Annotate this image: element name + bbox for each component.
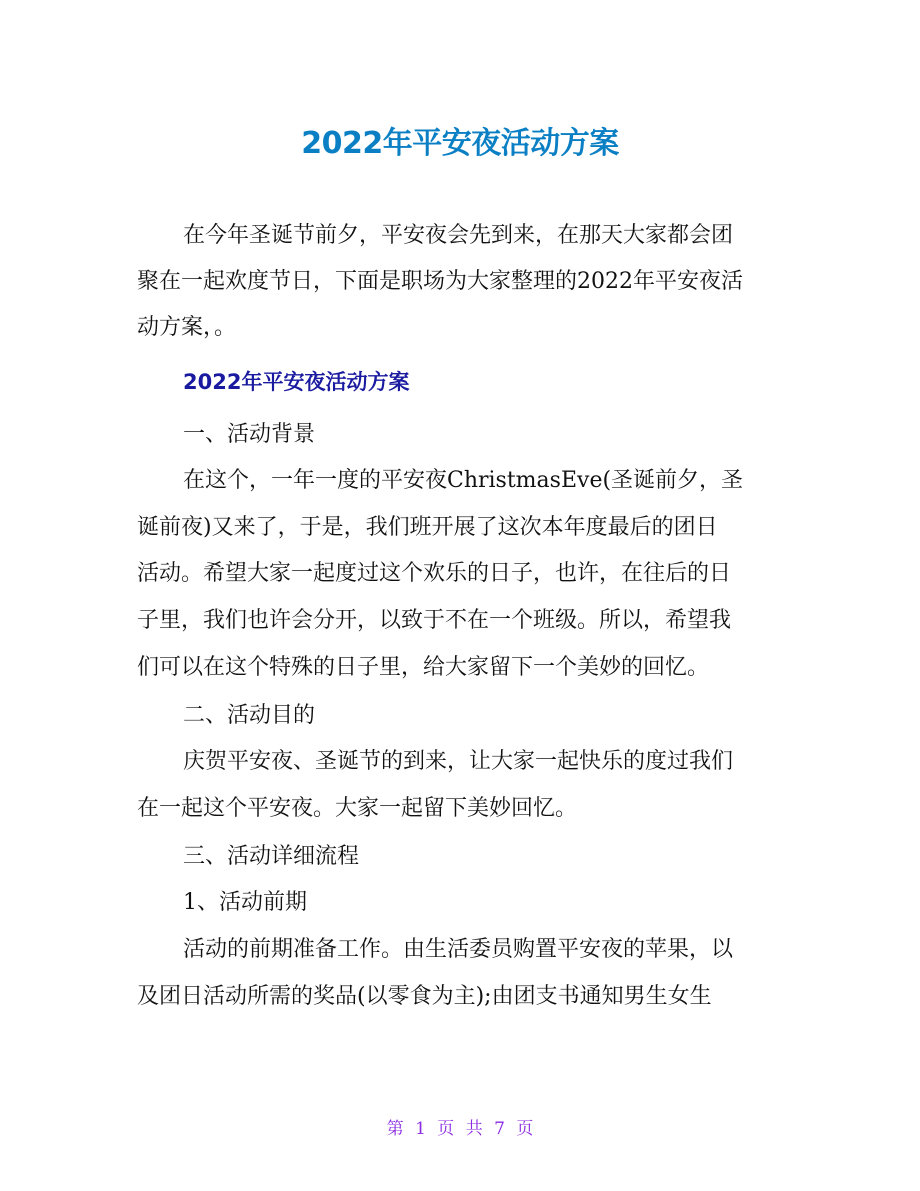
heading-background: 一、活动背景 xyxy=(183,422,316,447)
body-line: 诞前夜)又来了，于是，我们班开展了这次本年度最后的团日 xyxy=(137,515,718,540)
intro-line: 聚在一起欢度节日，下面是职场为大家整理的2022年平安夜活 xyxy=(137,269,743,294)
body-line: 及团日活动所需的奖品(以零食为主);由团支书通知男生女生 xyxy=(137,984,712,1009)
intro-line: 在今年圣诞节前夕，平安夜会先到来，在那天大家都会团 xyxy=(183,223,734,248)
body-line: 们可以在这个特殊的日子里，给大家留下一个美妙的回忆。 xyxy=(137,655,710,680)
heading-process: 三、活动详细流程 xyxy=(183,844,360,869)
section-title: 2022年平安夜活动方案 xyxy=(183,370,410,394)
page-footer: 第 1 页 共 7 页 xyxy=(386,1119,534,1139)
heading-purpose: 二、活动目的 xyxy=(183,703,316,728)
body-line: 子里，我们也许会分开，以致于不在一个班级。所以，希望我 xyxy=(137,608,732,633)
document-title: 2022年平安夜活动方案 xyxy=(301,126,619,161)
body-line: 活动。希望大家一起度过这个欢乐的日子，也许，在往后的日 xyxy=(137,561,732,586)
body-line: 在一起这个平安夜。大家一起留下美妙回忆。 xyxy=(137,796,578,821)
subheading-preparation: 1、活动前期 xyxy=(183,890,307,915)
intro-line: 动方案，。 xyxy=(137,315,237,340)
body-line: 庆贺平安夜、圣诞节的到来，让大家一起快乐的度过我们 xyxy=(183,749,734,774)
body-line: 在这个，一年一度的平安夜ChristmasEve(圣诞前夕，圣 xyxy=(183,468,744,493)
body-line: 活动的前期准备工作。由生活委员购置平安夜的苹果，以 xyxy=(183,937,734,962)
